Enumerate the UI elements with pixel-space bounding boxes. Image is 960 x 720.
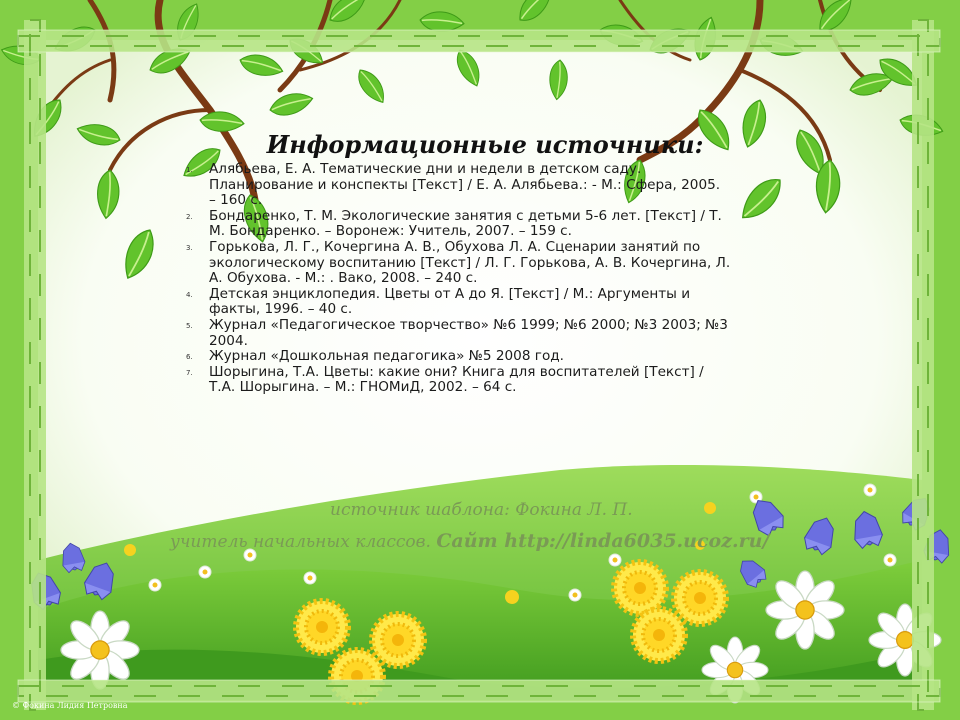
line: Шорыгина, Т.А. Цветы: какие они? Книга для воспитателей [Текст] / — [209, 363, 704, 380]
item-number: 2. — [186, 212, 193, 221]
sources-list — [182, 162, 768, 396]
item-number: 1. — [186, 166, 193, 174]
line: Алябьева, Е. А. Тематические дни и недели в детском саду. — [209, 161, 642, 177]
line: Горькова, Л. Г., Кочергина А. В., Обухова Л. А. Сценарии занятий по — [209, 238, 701, 255]
line: Журнал «Педагогическое творчество» №6 1999; №6 2000; №3 2003; №3 — [209, 316, 728, 333]
item-number: 3. — [186, 243, 193, 252]
item-number: 6. — [186, 353, 193, 362]
list-item — [182, 209, 768, 240]
template-source-credit: источник шаблона: Фокина Л. П. — [330, 500, 633, 520]
line: Бондаренко, Т. М. Экологические занятия с детьми 5-6 лет. [Текст] / Т. — [209, 207, 722, 224]
author-site-link[interactable]: Сайт http://linda6035.ucoz.ru/ — [436, 530, 770, 552]
author-credit — [170, 530, 769, 552]
line: Т.А. Шорыгина. – М.: ГНОМиД, 2002. – 64 с. — [209, 379, 517, 396]
list-item — [182, 349, 768, 365]
list-item — [182, 365, 768, 396]
line: – 160 с. — [209, 192, 263, 209]
line: Детская энциклопедия. Цветы от А до Я. [Текст] / М.: Аргументы и — [209, 285, 691, 302]
item-number: 5. — [186, 321, 193, 330]
list-item — [182, 318, 768, 349]
list-item — [182, 287, 768, 318]
line: факты, 1996. – 40 с. — [209, 301, 353, 318]
copyright: © Фокина Лидия Петровна — [12, 701, 128, 710]
line: 2004. — [209, 332, 248, 349]
page-title: Информационные источники: — [266, 130, 704, 159]
item-number: 7. — [186, 368, 193, 377]
author-role: учитель начальных классов. — [170, 532, 431, 552]
line: Журнал «Дошкольная педагогика» №5 2008 год. — [209, 348, 564, 365]
line: Планирование и конспекты [Текст] / Е. А. Алябьева.: - М.: Сфера, 2005. — [209, 176, 721, 193]
line: М. Бондаренко. – Воронеж: Учитель, 2007. – 159 с. — [209, 223, 572, 240]
line: А. Обухова. - М.: . Вако, 2008. – 240 с. — [209, 270, 478, 287]
item-number: 4. — [186, 290, 193, 299]
list-item — [182, 162, 768, 209]
line: экологическому воспитанию [Текст] / Л. Г. Горькова, А. В. Кочергина, Л. — [209, 254, 731, 271]
list-item — [182, 240, 768, 287]
